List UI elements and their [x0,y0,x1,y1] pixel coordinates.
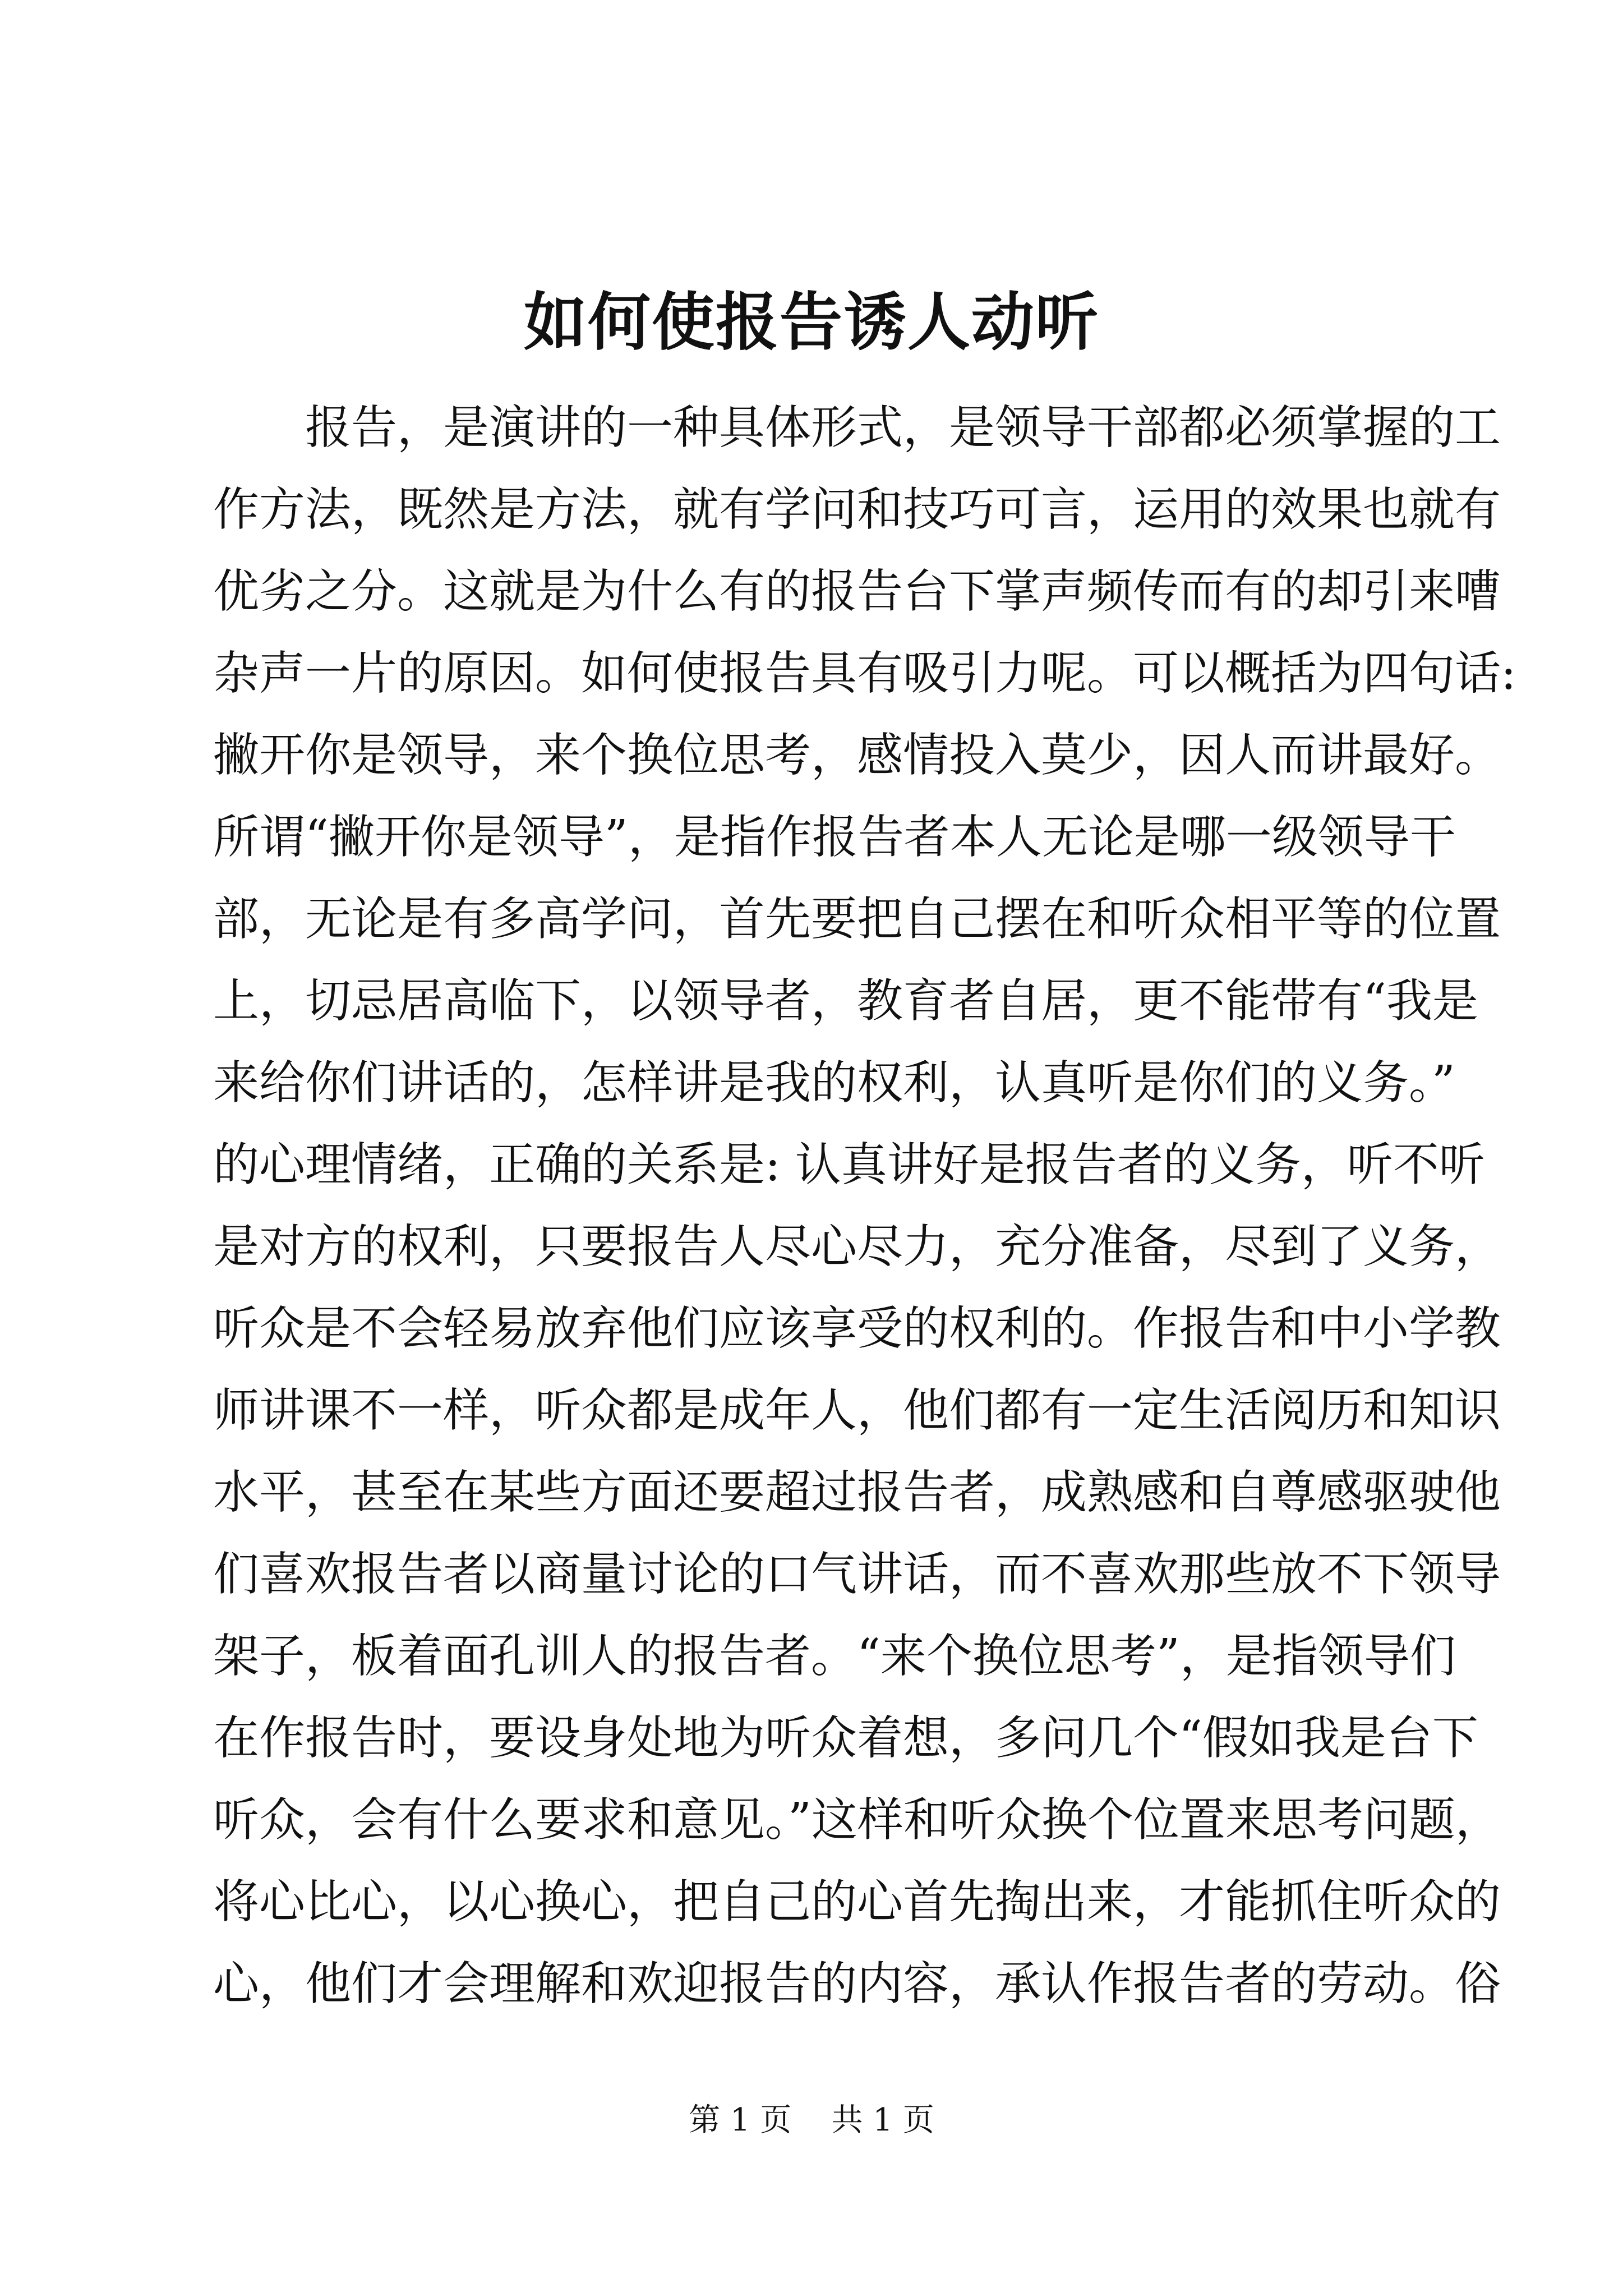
text-line: 心，他们才会理解和欢迎报告的内容，承认作报告者的劳动。俗 [213,1957,1501,2010]
text-line: 杂声一片的原因。如何使报告具有吸引力呢。可以概括为四句话: [213,647,1516,700]
text-line: 所谓“撇开你是领导”，是指作报告者本人无论是哪一级领导干 [213,811,1456,864]
text-line: 的心理情绪，正确的关系是: 认真讲好是报告者的义务，听不听 [213,1138,1485,1191]
text-line: 听众是不会轻易放弃他们应该享受的权利的。作报告和中小学教 [213,1302,1501,1355]
text-line: 是对方的权利，只要报告人尽心尽力，充分准备，尽到了义务， [213,1220,1501,1273]
text-line: 撇开你是领导，来个换位思考，感情投入莫少，因人而讲最好。 [213,729,1501,782]
text-line: 作方法，既然是方法，就有学问和技巧可言，运用的效果也就有 [213,483,1501,536]
page-total: 共 1 页 [831,2102,934,2138]
page-footer [0,2098,1623,2143]
text-line: 听众，会有什么要求和意见。”这样和听众换个位置来思考问题， [213,1793,1501,1847]
text-line: 将心比心，以心换心，把自己的心首先掏出来，才能抓住听众的 [213,1875,1501,1929]
text-line: 部，无论是有多高学问，首先要把自己摆在和听众相平等的位置 [213,892,1501,946]
document-title: 如何使报告诱人动听 [524,286,1099,359]
text-line: 在作报告时，要设身处地为听众着想，多问几个“假如我是台下 [213,1711,1478,1765]
text-line: 师讲课不一样，听众都是成年人，他们都有一定生活阅历和知识 [213,1384,1501,1437]
page-number: 第 1 页 [689,2102,792,2138]
text-line: 们喜欢报告者以商量讨论的口气讲话，而不喜欢那些放不下领导 [213,1548,1501,1601]
text-line: 架子，板着面孔训人的报告者。“来个换位思考”，是指领导们 [213,1630,1456,1683]
text-line: 报告，是演讲的一种具体形式，是领导干部都必须掌握的工 [305,401,1501,454]
footer-separator [801,2102,822,2138]
text-line: 上，切忌居高临下，以领导者，教育者自居，更不能带有“我是 [213,974,1478,1028]
text-line: 来给你们讲话的，怎样讲是我的权利，认真听是你们的义务。” [213,1056,1455,1110]
body-paragraph [213,387,1516,2025]
text-line: 水平，甚至在某些方面还要超过报告者，成熟感和自尊感驱驶他 [213,1466,1501,1519]
text-line: 优劣之分。这就是为什么有的报告台下掌声频传而有的却引来嘈 [213,565,1501,618]
